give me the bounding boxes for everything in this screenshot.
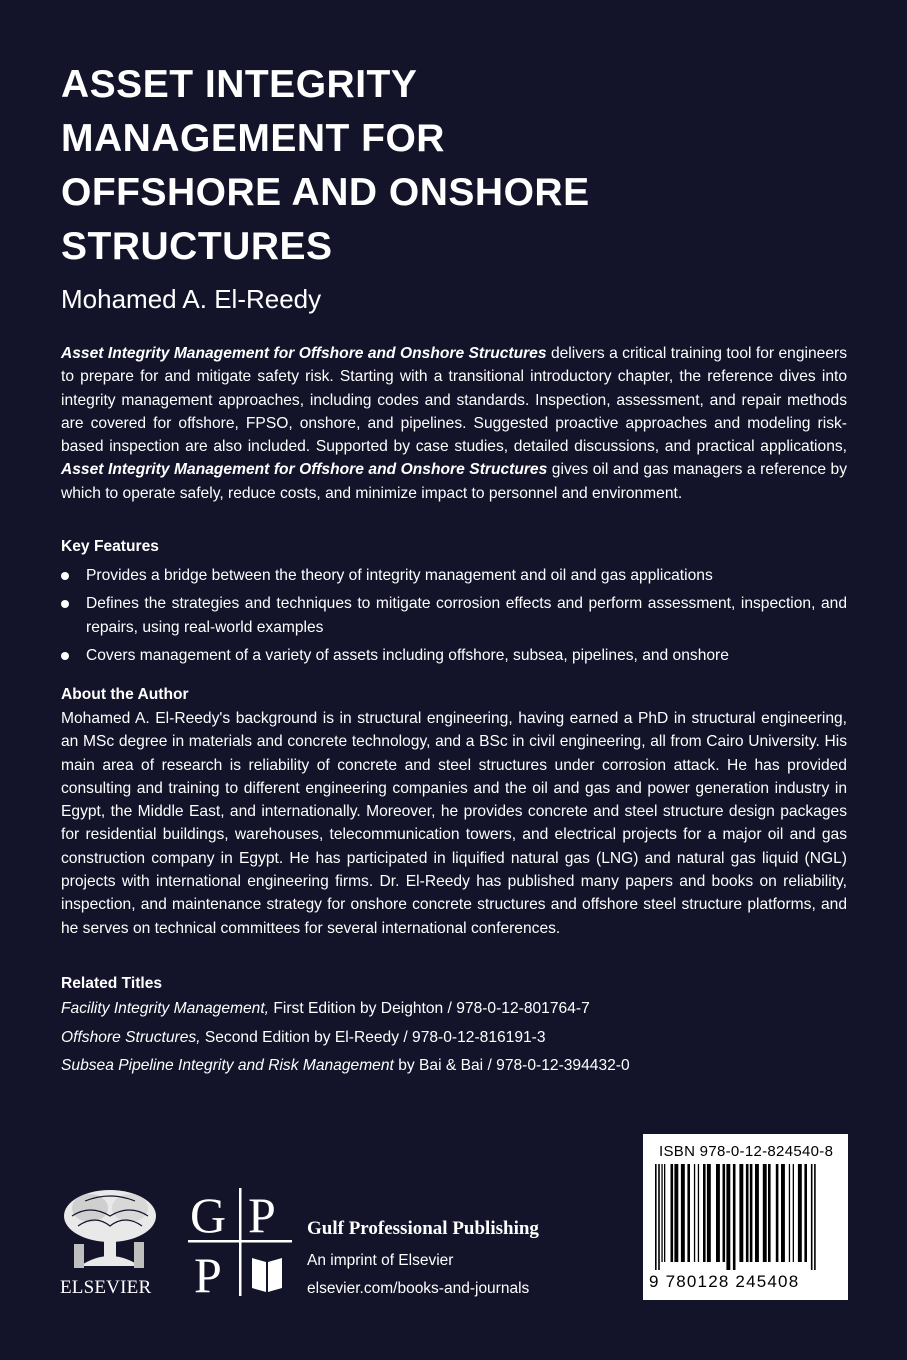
feature-item: Defines the strategies and techniques to mitigate corrosion effects and perform assessment, inspection, and repairs, using real-world examples (61, 592, 847, 639)
key-features-heading: Key Features (61, 538, 159, 555)
barcode-bar (798, 1164, 802, 1262)
barcode-bar (674, 1164, 678, 1262)
isbn-barcode (643, 1134, 848, 1300)
barcode-bar (698, 1164, 699, 1262)
related-titles-heading: Related Titles (61, 975, 163, 992)
barcode-bar (671, 1164, 674, 1262)
elsevier-tree-logo (60, 1186, 160, 1276)
barcode-bar (681, 1164, 685, 1262)
about-author-heading: About the Author (61, 686, 189, 703)
gpp-letter-p2: P (194, 1247, 222, 1296)
barcode-bar (750, 1164, 753, 1262)
barcode-bar (789, 1164, 790, 1262)
barcode-bar (814, 1164, 816, 1270)
elsevier-wordmark: ELSEVIER (60, 1277, 152, 1298)
title-line: OFFSHORE AND ONSHORE (61, 171, 590, 214)
author-name: Mohamed A. El-Reedy (61, 284, 322, 314)
related-title-item: Offshore Structures, Second Edition by El-Reedy / 978-0-12-816191-3 (61, 1028, 546, 1046)
feature-item: Covers management of a variety of assets including offshore, subsea, pipelines, and onshore (61, 644, 847, 667)
publisher-name: Gulf Professional Publishing (307, 1218, 539, 1239)
gpp-letter-g: G (190, 1188, 227, 1243)
barcode-bar (811, 1164, 813, 1270)
isbn-digits: 9 780128 245408 (649, 1272, 800, 1291)
barcode-bar (763, 1164, 767, 1262)
barcode-bar (755, 1164, 759, 1262)
barcode-bar (746, 1164, 749, 1262)
barcode-bar (661, 1164, 662, 1262)
barcode-bar (781, 1164, 785, 1262)
barcode-bar (694, 1164, 695, 1262)
barcode-bar (793, 1164, 794, 1262)
about-author (61, 683, 847, 940)
title-line: ASSET INTEGRITY (61, 63, 418, 106)
publisher-imprint: An imprint of Elsevier (307, 1252, 454, 1269)
gpp-letter-p1: P (248, 1188, 276, 1243)
title-line: MANAGEMENT FOR (61, 117, 445, 160)
related-title-item: Subsea Pipeline Integrity and Risk Management by Bai & Bai / 978-0-12-394432-0 (61, 1057, 630, 1074)
barcode-bar (664, 1164, 665, 1262)
feature-list (61, 564, 847, 667)
barcode-bars (655, 1164, 836, 1270)
barcode-bar (776, 1164, 779, 1262)
related-titles (61, 972, 847, 1081)
barcode-bar (655, 1164, 657, 1270)
barcode-bar (768, 1164, 771, 1262)
barcode-bar (723, 1164, 726, 1262)
blurb-text-2: gives oil and gas managers a reference by which to operate safely, reduce costs, and minimize impact to personnel and environment. (61, 461, 847, 502)
publisher-url: elsevier.com/books-and-journals (307, 1280, 530, 1297)
description (61, 342, 847, 505)
barcode-bar (703, 1164, 706, 1262)
feature-item: Provides a bridge between the theory of integrity management and oil and gas applications (61, 564, 847, 587)
barcode-bar (739, 1164, 743, 1262)
blurb-book-title: Asset Integrity Management for Offshore and Onshore Structures (61, 345, 547, 362)
blurb-text: delivers a critical training tool for engineers to prepare for and mitigate safety risk. Starting with a transitional introductory chapter, the reference dives into integrity management approaches, including codes and standards. Inspection, assessment, and repair methods are covered for offshore, FPSO, onshore, and pipelines. Suggested proactive approaches and modeling risk-based inspection are also included. Supported by case studies, detailed discussions, and practical applications, (61, 345, 847, 456)
blurb-book-title-2: Asset Integrity Management for Offshore and Onshore Structures (61, 461, 548, 479)
bullet-icon (61, 600, 69, 608)
title-line: STRUCTURES (61, 225, 333, 268)
bullet-icon (61, 572, 69, 580)
book-icon (252, 1258, 282, 1292)
book-title (61, 58, 861, 274)
barcode-bar (687, 1164, 690, 1262)
bullet-icon (61, 652, 69, 660)
barcode-bar (726, 1164, 730, 1270)
key-features (61, 535, 847, 672)
barcode-bar (804, 1164, 807, 1262)
barcode-bar (658, 1164, 660, 1270)
barcode-bar (707, 1164, 711, 1262)
isbn-label: ISBN 978-0-12-824540-8 (659, 1143, 834, 1160)
about-author-text: Mohamed A. El-Reedy's background is in structural engineering, having earned a PhD in structural engineering, an MSc degree in materials and concrete technology, and a BSc in civil engineering, all from Cairo University. His main area of research is reliability of concrete and steel structures under corrosion attack. He has provided consulting and training to different engineering companies and the oil and gas and power generation industry in Egypt, the Middle East, and internationally. Moreover, he provides concrete and steel structure design packages for residential buildings, warehouses, telecommunication towers, and electrical projects for a major oil and gas construction company in Egypt. He has participated in liquified natural gas (LNG) and natural gas liquid (NGL) projects with international engineering firms. Dr. El-Reedy has published many papers and books on reliability, inspection, and maintenance strategy for onshore concrete structures and offshore steel structure platforms, and he serves on technical committees for several international conferences. (61, 710, 847, 937)
barcode-bar (716, 1164, 720, 1262)
gpp-logo (188, 1188, 292, 1296)
related-title-item: Facility Integrity Management, First Edition by Deighton / 978-0-12-801764-7 (61, 1000, 590, 1017)
barcode-bar (733, 1164, 736, 1270)
